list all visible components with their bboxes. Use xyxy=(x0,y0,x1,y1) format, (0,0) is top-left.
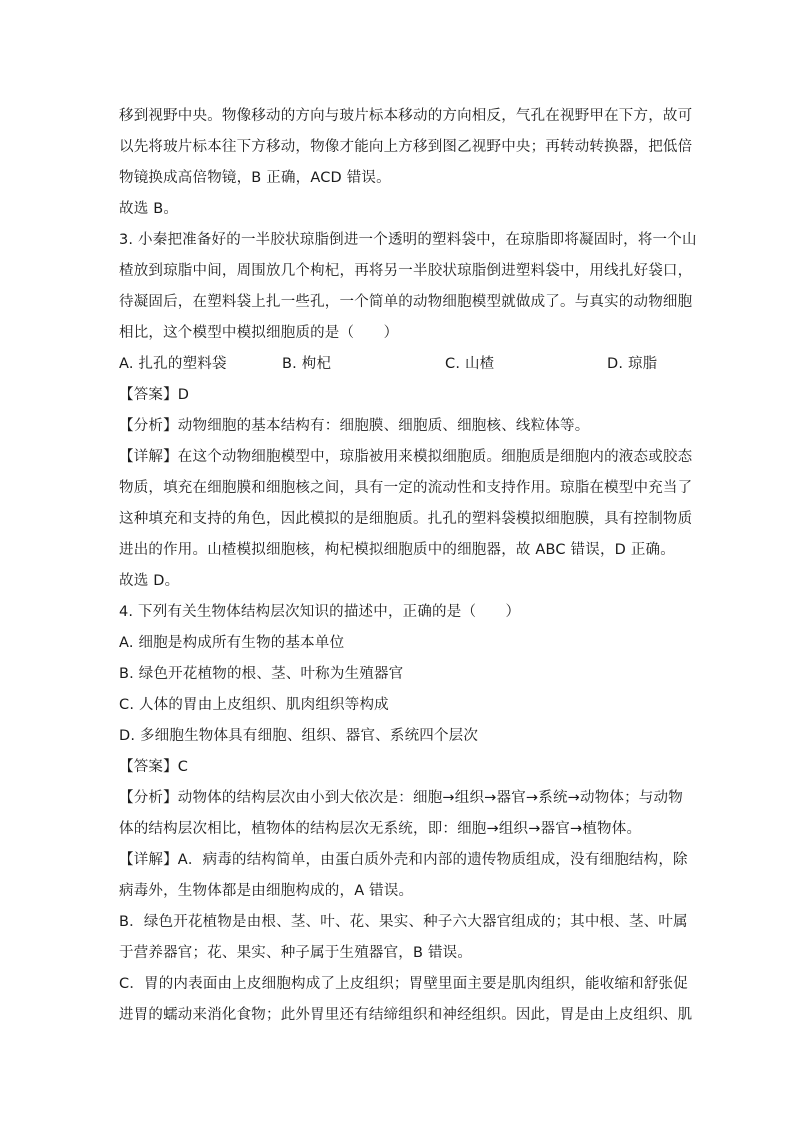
text-line: 物镜换成高倍物镜，B 正确，ACD 错误。 xyxy=(119,170,391,186)
question-4-stem: 4. 下列有关生物体结构层次知识的描述中，正确的是（ ） xyxy=(119,604,521,620)
text-line: 以先将玻片标本往下方移动，物像才能向上方移到图乙视野中央；再转动转换器，把低倍 xyxy=(119,139,693,155)
option-d: D. 琼脂 xyxy=(607,356,658,372)
detail-line: 物质，填充在细胞膜和细胞核之间，具有一定的流动性和支持作用。琼脂在模型中充当了 xyxy=(119,480,693,496)
option-c: C. 山楂 xyxy=(445,356,495,372)
analysis-line: 【分析】动物体的结构层次由小到大依次是：细胞→组织→器官→系统→动物体；与动物 xyxy=(119,790,683,806)
option-b: B. 枸杞 xyxy=(282,356,332,372)
question-3-stem: 相比，这个模型中模拟细胞质的是（ ） xyxy=(119,325,399,341)
option-c: C. 人体的胃由上皮组织、肌肉组织等构成 xyxy=(119,697,389,713)
question-3-stem: 待凝固后，在塑料袋上扎一些孔，一个简单的动物细胞模型就做成了。与真实的动物细胞 xyxy=(119,294,693,310)
option-a: A. 扎孔的塑料袋 xyxy=(119,356,227,372)
option-a: A. 细胞是构成所有生物的基本单位 xyxy=(119,635,345,651)
answer-line: 【答案】D xyxy=(119,387,190,403)
detail-line: 进出的作用。山楂模拟细胞核，枸杞模拟细胞质中的细胞器，故 ABC 错误，D 正确。 xyxy=(119,542,675,558)
detail-line: 这种填充和支持的角色，因此模拟的是细胞质。扎孔的塑料袋模拟细胞膜，具有控制物质 xyxy=(119,511,693,527)
detail-line: 病毒外，生物体都是由细胞构成的，A 错误。 xyxy=(119,883,414,899)
detail-line: 进胃的蠕动来消化食物；此外胃里还有结缔组织和神经组织。因此，胃是由上皮组织、肌 xyxy=(119,1007,693,1023)
detail-line: C．胃的内表面由上皮细胞构成了上皮组织；胃壁里面主要是肌肉组织，能收缩和舒张促 xyxy=(119,976,688,992)
text-line: 移到视野中央。物像移动的方向与玻片标本移动的方向相反，气孔在视野甲在下方，故可 xyxy=(119,108,693,124)
answer-line: 【答案】C xyxy=(119,759,189,775)
option-d: D. 多细胞生物体具有细胞、组织、器官、系统四个层次 xyxy=(119,728,479,744)
detail-line: 于营养器官；花、果实、种子属于生殖器官，B 错误。 xyxy=(119,945,473,961)
question-3-stem: 3. 小秦把准备好的一半胶状琼脂倒进一个透明的塑料袋中，在琼脂即将凝固时，将一个山 xyxy=(119,232,697,248)
question-3-stem: 楂放到琼脂中间，周围放几个枸杞，再将另一半胶状琼脂倒进塑料袋中，用线扎好袋口， xyxy=(119,263,693,279)
analysis-line: 体的结构层次相比，植物体的结构层次无系统，即：细胞→组织→器官→植物体。 xyxy=(119,821,642,837)
detail-line: 【详解】A．病毒的结构简单，由蛋白质外壳和内部的遗传物质组成，没有细胞结构，除 xyxy=(119,852,688,868)
detail-line: B．绿色开花植物是由根、茎、叶、花、果实、种子六大器官组成的；其中根、茎、叶属 xyxy=(119,914,688,930)
choice-line: 故选 D。 xyxy=(119,573,180,589)
text-line: 故选 B。 xyxy=(119,201,179,217)
analysis-line: 【分析】动物细胞的基本结构有：细胞膜、细胞质、细胞核、线粒体等。 xyxy=(119,418,590,434)
option-b: B. 绿色开花植物的根、茎、叶称为生殖器官 xyxy=(119,666,404,682)
detail-line: 【详解】在这个动物细胞模型中，琼脂被用来模拟细胞质。细胞质是细胞内的液态或胶态 xyxy=(119,449,693,465)
